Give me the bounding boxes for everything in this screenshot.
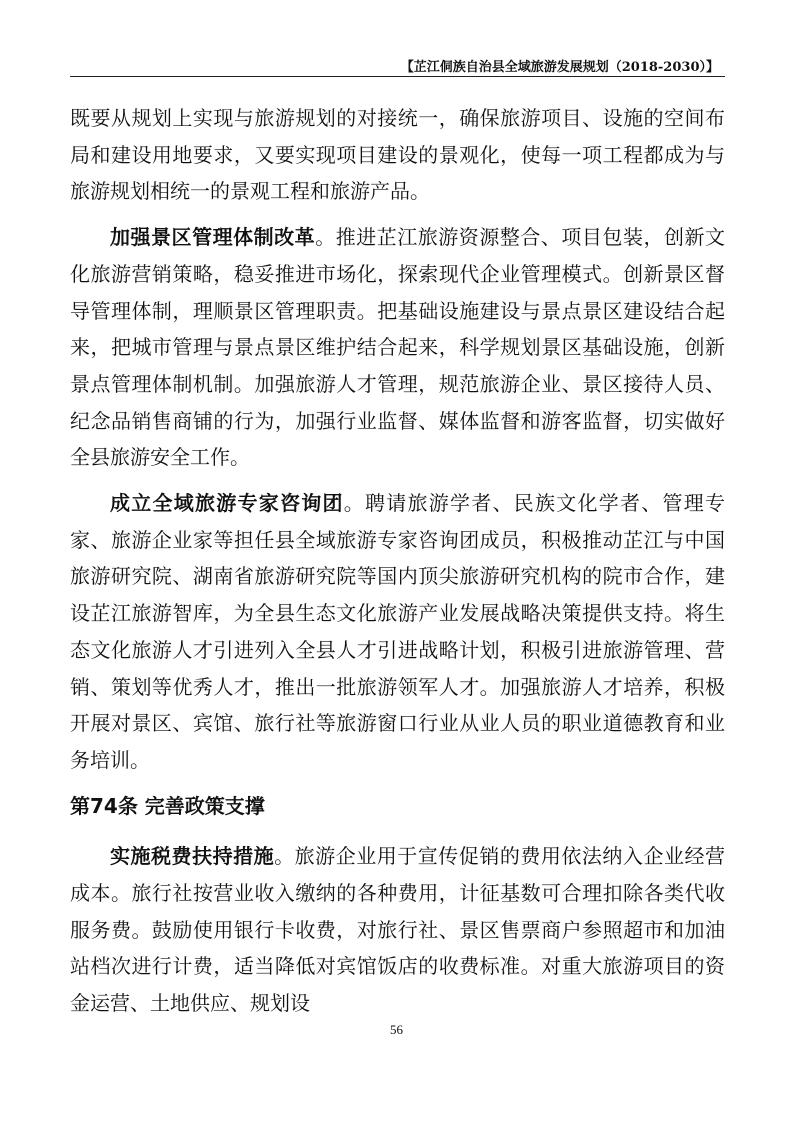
paragraph-text: 既要从规划上实现与旅游规划的对接统一，确保旅游项目、设施的空间布局和建设用地要求，又要实现项目建设的景观化，使每一项工程都成为与旅游规划相统一的景观工程和旅游产品。 bbox=[70, 106, 725, 204]
paragraph-lead-heading: 实施税费扶持措施 bbox=[110, 844, 275, 869]
body-content bbox=[70, 100, 725, 1031]
paragraph-scenic-management bbox=[70, 219, 725, 476]
paragraph-text: 。推进芷江旅游资源整合、项目包装，创新文化旅游营销策略，稳妥推进市场化，探索现代企业管理模式。创新景区督导管理体制，理顺景区管理职责。把基础设施建设与景点景区建设结合起来，把城市管理与景点景区维护结合起来，科学规划景区基础设施，创新景点管理体制机制。加强旅游人才管理，规范旅游企业、景区接待人员、纪念品销售商铺的行为，加强行业监督、媒体监督和游客监督，切实做好全县旅游安全工作。 bbox=[70, 225, 726, 470]
running-header: 【芷江侗族自治县全域旅游发展规划（2018-2030）】 bbox=[400, 60, 719, 75]
paragraph-continuation bbox=[70, 100, 725, 210]
paragraph-lead-heading: 成立全域旅游专家咨询团 bbox=[110, 491, 344, 516]
paragraph-lead-heading: 加强景区管理体制改革 bbox=[110, 225, 316, 250]
paragraph-text: 。旅游企业用于宣传促销的费用依法纳入企业经营成本。旅行社按营业收入缴纳的各种费用，计征基数可合理扣除各类代收服务费。鼓励使用银行卡收费，对旅行社、景区售票商户参照超市和加油站档次进行计费，适当降低对宾馆饭店的收费标准。对重大旅游项目的资金运营、土地供应、规划设 bbox=[70, 844, 726, 1016]
paragraph-tax-support bbox=[70, 838, 725, 1022]
paragraph-text: 。聘请旅游学者、民族文化学者、管理专家、旅游企业家等担任县全域旅游专家咨询团成员，积极推动芷江与中国旅游研究院、湖南省旅游研究院等国内顶尖旅游研究机构的院市合作，建设芷江旅游智库，为全县生态文化旅游产业发展战略决策提供支持。将生态文化旅游人才引进列入全县人才引进战略计划，积极引进旅游管理、营销、策划等优秀人才，推出一批旅游领军人才。加强旅游人才培养，积极开展对景区、宾馆、旅行社等旅游窗口行业从业人员的职业道德教育和业务培训。 bbox=[70, 491, 725, 772]
page-number: 56 bbox=[390, 1022, 403, 1037]
paragraph-expert-panel bbox=[70, 485, 725, 779]
header-divider bbox=[70, 76, 725, 77]
article-heading: 第74条 完善政策支撑 bbox=[70, 793, 265, 818]
